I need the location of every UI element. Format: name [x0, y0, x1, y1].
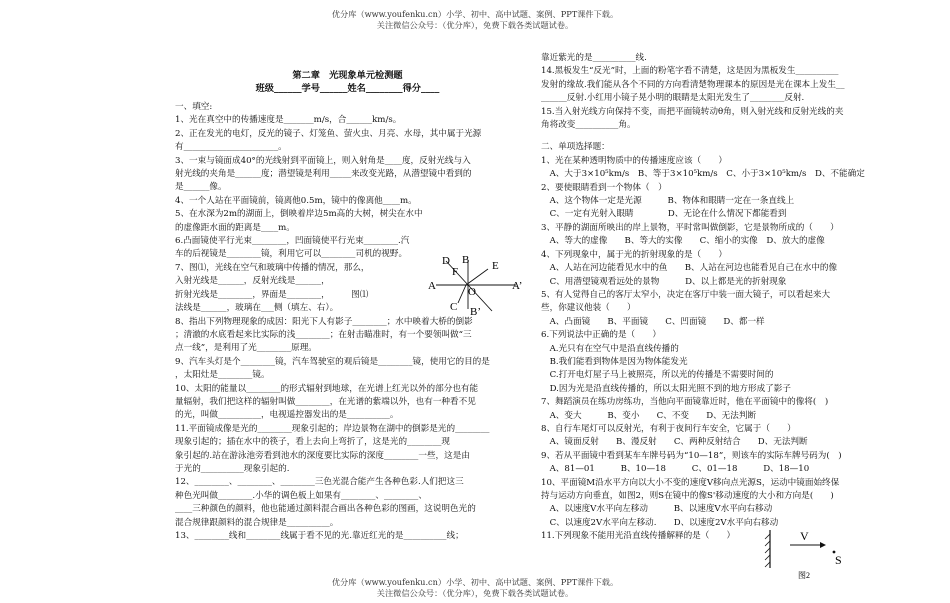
question-line: 4、一个人站在平面镜前，镜离他0.5m，镜中的像离他____m。 — [175, 195, 417, 206]
question-line: 有______________________。 — [175, 142, 287, 153]
question-line: 入射光线是______，反射光线是______， — [175, 276, 330, 287]
figure-1-label-o: O — [468, 286, 476, 298]
question-line: 14.黑板发生“反光”时，上面的粉笔字看不清楚，这是因为黑板发生__________ — [541, 66, 839, 77]
figure-2-mirror-diagram — [762, 528, 852, 580]
ray-ef — [466, 269, 488, 285]
question-line: 15.当入射光线方向保持不变，而把平面镜转动θ角，则入射光线和反射光线的夹 — [541, 106, 844, 117]
question-line: 6.下列说法中正确的是（ ） — [541, 330, 661, 341]
velocity-label: V — [800, 529, 809, 543]
mirror-hatch — [765, 541, 770, 546]
question-line: 5、有人觉得自己的客厅太窄小，决定在客厅中装一面大镜子，可以看起来大 — [541, 289, 831, 300]
question-line: 8、指出下列物理现象的成因：阳光下人有影子________；水中映着大桥的倒影 — [175, 316, 473, 327]
question-line: 12、________、________、________三色光混合能产生各种色彩.人们把这三 — [175, 477, 464, 488]
page-footer — [0, 577, 950, 599]
question-line: 于光的__________现象引起的. — [175, 463, 290, 474]
question-line: 2、正在发光的电灯，反光的镜子、灯笼鱼、萤火虫、月亮、水母，其中属于光源 — [175, 128, 482, 139]
question-line: D.因为光是沿直线传播的，所以太阳光照不到的地方形成了影子 — [541, 383, 791, 394]
footer-line-1: 优分库（www.youfenku.cn）小学、初中、高中试题、案例、PPT课件下载。 — [331, 577, 619, 587]
figure-1-label-f: F — [452, 266, 459, 278]
question-line: A、这个物体一定是光源 B、物体和眼睛一定在一条直线上 — [541, 196, 795, 207]
point-source-label: S — [835, 553, 842, 567]
figure-1-label-a-prime: A’ — [512, 280, 523, 292]
question-line: 点一线”，是利用了光________原理。 — [175, 343, 317, 354]
figure-1-refraction-diagram — [428, 255, 528, 317]
question-line: ______反射.小红用小镜子晃小明的眼睛是太阳光发生了________反射. — [541, 93, 805, 104]
question-line: C、以速度2V水平向左移动. D、以速度2V水平向右移动 — [541, 517, 779, 528]
question-line: 射光线的夹角是______度；潜望镜是利用_____来改变光路，从潜望镜中看到的 — [175, 169, 472, 180]
question-line: 发射的缘故.我们能从各个不同的方向看清楚物理课本的原因是光在课本上发生__ — [541, 79, 845, 90]
question-line: C、用潜望镜观看远处的景物 D、以上都是光的折射现象 — [541, 276, 787, 287]
page-header — [0, 9, 950, 31]
question-line: 2、要使眼睛看到一个物体（ ） — [541, 182, 667, 193]
question-line: 3、一束与镜面成40°的光线射到平面镜上，则入射角是____度，反射光线与入 — [175, 155, 471, 166]
question-line: A、以速度V水平向左移动 B、以速度V水平向右移动 — [541, 504, 773, 515]
figure-1-label-b: B — [462, 255, 470, 266]
right-column — [541, 52, 901, 544]
question-line: 种色光叫做________.小华的调色板上如果有________、________、 — [175, 490, 427, 501]
question-line: 4、下列现象中，属于光的折射现象的是（ ） — [541, 249, 727, 260]
question-line: 7、舞蹈演员在练功房练功，当他向平面镜靠近时，他在平面镜中的像将( ) — [541, 397, 829, 408]
mirror-hatch — [765, 562, 770, 567]
spacer — [541, 132, 901, 141]
question-line: A、镜面反射 B、漫反射 C、两种反射结合 D、无法判断 — [541, 437, 808, 448]
question-line: 13、________线和________线属于看不见的光.靠近红光的是__________线； — [175, 531, 464, 541]
ray-oc — [458, 285, 466, 303]
question-line: ，太阳灶是________镜。 — [175, 370, 270, 381]
question-line: 些，你建议他装（ ） — [541, 303, 636, 314]
question-line: 6.凸面镜使平行光束________，凹面镜使平行光束________.汽 — [175, 236, 410, 247]
question-line: ____三种颜色的颜料，他也能通过颜料混合画出各种色彩的图画，这说明色光的 — [175, 504, 476, 515]
question-line: A.光只有在空气中是沿直线传播的 — [541, 343, 679, 354]
question-line: 7、图⑴，光线在空气和玻璃中传播的情况，那么， — [175, 262, 370, 273]
mirror-hatch — [765, 555, 770, 560]
figure-1-label-a: A — [428, 280, 436, 292]
question-line: 靠近紫光的是__________线. — [541, 53, 647, 63]
mirror-hatch — [765, 548, 770, 553]
section-fill-in-title: 一、填空: — [175, 102, 213, 112]
question-line: 11.下列现象不能用光沿直线传播解释的是（ ） — [541, 531, 736, 542]
question-line: 3、平静的湖面所映出的岸上景物，平时常叫做倒影，它是景物所成的（ ） — [541, 222, 839, 233]
header-line-2: 关注微信公众号：（优分库），免费下载各类试题试卷。 — [376, 20, 574, 30]
question-line: 10、平面镜M沿水平方向以大小不变的速度V移向点光源S，运动中镜面始终保 — [541, 477, 840, 488]
question-line: 持与运动方向垂直，如图2，则S在镜中的像S'移动速度的大小和方向是( ) — [541, 491, 834, 501]
header-line-1: 优分库（www.youfenku.cn）小学、初中、高中试题、案例、PPT课件下载。 — [331, 9, 619, 19]
question-line: 现象引起的；插在水中的筷子，看上去向上弯折了，这是光的________现 — [175, 437, 451, 448]
question-line: C、一定有光射入眼睛 D、无论在什么情况下都能看到 — [541, 209, 787, 220]
exam-title: 第二章 光现象单元检测题 — [292, 70, 403, 81]
question-line: 9、若从平面镜中看到某车车牌号码为“10—18”，则该车的实际车牌号码为( ) — [541, 450, 842, 461]
question-line: 10、太阳的能量以________的形式辐射到地球，在光谱上红光以外的部分也有能 — [175, 383, 479, 394]
question-line: A、大于3×10⁵km/s B、等于3×10⁵km/s C、小于3×10⁵km/s D、不能确定 — [541, 169, 865, 180]
section-choice-title: 二、单项选择题： — [541, 142, 610, 153]
question-line: 法线是______，玻璃在___侧（填左、右）。 — [175, 303, 339, 314]
question-line: 8、自行车尾灯可以反射光，有利于夜间行车安全，它属于（ ） — [541, 423, 796, 434]
figure-1-label-b-prime: B’ — [470, 306, 481, 317]
question-line: 象引起的.站在游泳池旁看到池水的深度要比实际的深度________一些，这是由 — [175, 450, 470, 461]
question-line: A、81—01 B、10—18 C、01—18 D、18—10 — [541, 464, 810, 475]
question-line: 量辐射，我们把这样的辐射叫做________，在光谱的紫端以外，也有一种看不见 — [175, 396, 476, 407]
question-line: 车的后视镜是________镜，利用它可以________司机的视野。 — [175, 249, 408, 260]
question-line: 1、光在真空中的传播速度是_______m/s，合______km/s。 — [175, 115, 402, 126]
question-line: 11.平面镜成像是光的________现象引起的；岸边景物在湖中的倒影是光的________ — [175, 423, 490, 434]
question-line: C.打开电灯屋子马上被照亮，所以光的传播是不需要时间的 — [541, 370, 774, 381]
question-line: 的虚像距水面的距离是____m。 — [175, 222, 295, 233]
question-line: 9、汽车头灯是个________镜，汽车驾驶室的观后镜是________镜，使用它的目的是 — [175, 356, 490, 367]
question-line: ；清澈的水底看起来比实际的浅________；在射击瞄准时，有一个要领叫做“三 — [175, 329, 472, 340]
question-line: A、凸面镜 B、平面镜 C、凹面镜 D、都一样 — [541, 316, 765, 327]
figure-1-label-d: D — [442, 255, 450, 267]
figure-1-label-e: E — [492, 260, 499, 272]
mirror-hatch — [765, 534, 770, 539]
question-line: B.我们能看到物体是因为物体能发光 — [541, 356, 688, 367]
student-info-line: 班级______学号______姓名________得分____ — [255, 83, 440, 94]
figure-1-label-c: C — [450, 301, 458, 313]
question-line: A、等大的虚像 B、等大的实像 C、缩小的实像 D、放大的虚像 — [541, 236, 825, 247]
question-line: 1、光在某种透明物质中的传播速度应该（ ） — [541, 155, 727, 166]
question-line: 混合规律跟颜料的混合规律是__________。 — [175, 517, 339, 528]
question-line: 5、在水深为2m的湖面上，倒映着岸边5m高的大树，树尖在水中 — [175, 209, 423, 220]
question-line: 的光，叫做__________，电视遥控器发出的是__________。 — [175, 410, 399, 421]
question-line: A、人站在河边能看见水中的鱼 B、人站在河边也能看见自己在水中的像 — [541, 263, 838, 274]
question-line: 是______像。 — [175, 182, 227, 193]
question-line: 折射光线是________，界面是________， 图⑴ — [175, 289, 369, 300]
arrow-head-icon — [820, 542, 826, 548]
figure-2-caption: 图2 — [798, 571, 810, 580]
question-line: 角将改变__________角。 — [541, 120, 636, 131]
question-line: A、变大 B、变小 C、不变 D、无法判断 — [541, 410, 757, 421]
footer-line-2: 关注微信公众号：（优分库），免费下载各类试题试卷。 — [376, 588, 574, 598]
